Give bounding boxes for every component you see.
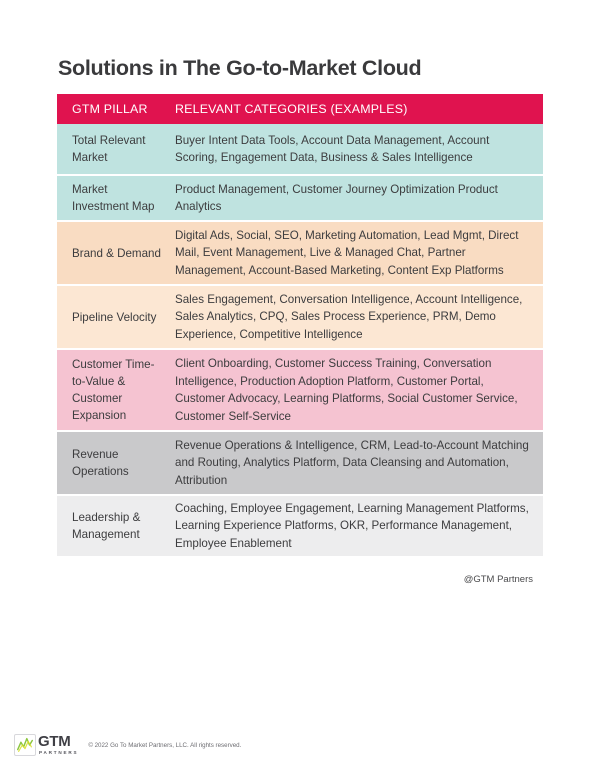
gtm-partners-logo [14,734,78,756]
table-row [57,286,543,348]
gtm-pillar-table [57,94,543,558]
table-row [57,350,543,430]
table-row [57,222,543,284]
pillar-categories: Client Onboarding, Customer Success Training, Conversation Intelligence, Production Adoption Platform, Customer Portal, Customer Advocacy, Learning Platforms, Social Customer Service, Customer Self-Service [175,357,518,423]
pillar-categories: Revenue Operations & Intelligence, CRM, Lead-to-Account Matching and Routing, Analytics Platform, Data Cleansing and Automation, Attribution [175,438,529,487]
pillar-categories: Product Management, Customer Journey Optimization Product Analytics [175,182,498,213]
copyright-text: © 2022 Go To Market Partners, LLC. All rights reserved. [88,741,242,749]
attribution-text: @GTM Partners [463,574,533,585]
page-title: Solutions in The Go-to-Market Cloud [58,56,422,80]
table-header-row [57,94,543,124]
logo-wordmark [38,734,78,755]
pillar-name: Market Investment Map [72,183,155,213]
footer-content [14,734,241,756]
table-row [57,124,543,174]
pillar-name: Revenue Operations [72,448,129,478]
pillar-name: Pipeline Velocity [72,310,157,324]
column-header-gtm-pillar: GTM PILLAR [72,102,148,116]
table-row [57,176,543,220]
column-header-relevant-categories: RELEVANT CATEGORIES (EXAMPLES) [175,102,408,116]
page-footer [0,730,600,776]
logo-name: GTM [38,733,71,751]
pillar-categories: Digital Ads, Social, SEO, Marketing Automation, Lead Mgmt, Direct Mail, Event Management, Live & Managed Chat, Partner Management, Account-Based Marketing, Content Exp Platforms [175,228,519,277]
table-row [57,496,543,556]
pillar-categories: Buyer Intent Data Tools, Account Data Management, Account Scoring, Engagement Data, Business & Sales Intelligence [175,133,490,164]
pillar-name: Total Relevant Market [72,134,146,164]
table-row [57,432,543,494]
pillar-categories: Sales Engagement, Conversation Intelligence, Account Intelligence, Sales Analytics, CPQ, Sales Process Experience, PRM, Demo Experience, Competitive Intelligence [175,292,523,341]
pillar-name: Brand & Demand [72,246,161,260]
pillar-name: Customer Time-to-Value & Customer Expansion [72,358,155,422]
logo-subtitle: PARTNERS [39,749,79,755]
zigzag-chart-icon [14,734,36,756]
pillar-categories: Coaching, Employee Engagement, Learning Management Platforms, Learning Experience Platforms, OKR, Performance Management, Employee Enablement [175,501,529,550]
pillar-name: Leadership & Management [72,511,141,541]
